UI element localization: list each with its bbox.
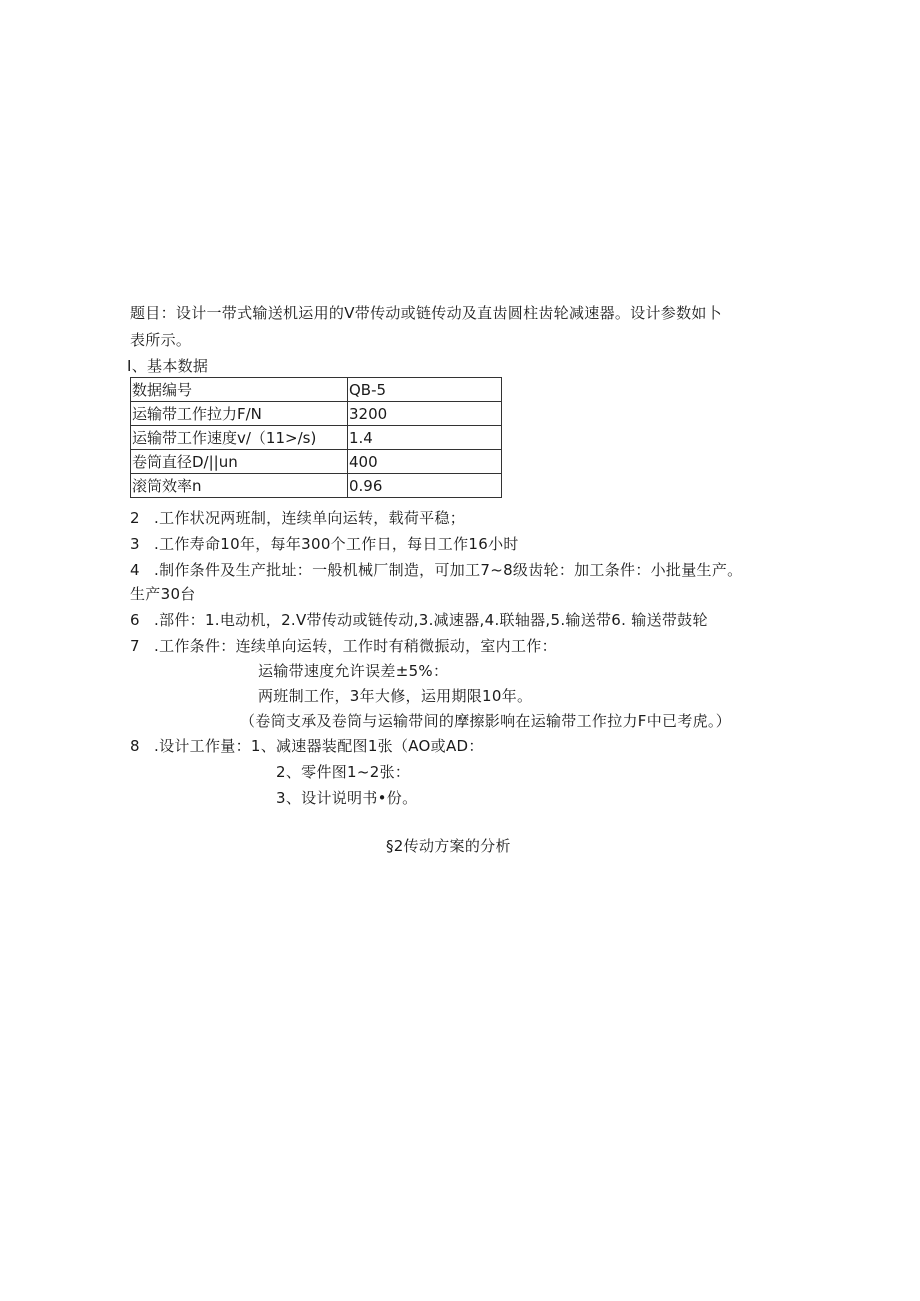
table-cell-value: QB-5 [348,378,502,402]
item-6-components [130,610,708,630]
item-number: 2 [130,509,140,527]
item-number: 8 [130,737,140,755]
item-number: 7 [130,637,140,655]
parameter-table [130,377,502,498]
item-text: .部件：1.电动机，2.V带传动或链传动,3.减速器,4.联轴器,5.输送带6. 输送带鼓轮 [154,611,708,629]
item-8-sub-part-drawings: 2、零件图1~2张： [276,763,411,781]
item-4-continuation: 生产30台 [130,585,196,603]
table-cell-value: 400 [348,450,502,474]
item-8-design-workload [130,736,484,756]
table-row [131,474,502,498]
item-8-sub-specification: 3、设计说明书•份。 [276,789,418,807]
table-row [131,426,502,450]
item-7-sub-speed-tolerance: 运输带速度允许误差±5%： [258,662,449,680]
item-4-manufacturing [130,560,742,580]
table-cell-value: 0.96 [348,474,502,498]
title-line-1: 题目：设计一带式输送机运用的V带传动或链传动及直齿圆柱齿轮减速器。设计参数如卜 [130,304,722,322]
table-cell-key: 数据编号 [131,378,348,402]
section-basic-data-heading: I、基本数据 [127,357,209,375]
item-text: .设计工作量：1、减速器装配图1张（AO或AD： [154,737,484,755]
title-line-2: 表所示。 [130,331,192,349]
table-cell-key: 滚筒效率n [131,474,348,498]
section-2-heading: §2传动方案的分析 [386,837,511,855]
item-number: 3 [130,535,140,553]
table-row [131,378,502,402]
item-text: .工作状况两班制，连续单向运转，载荷平稳； [154,509,466,527]
table-cell-key: 运输带工作拉力F/N [131,402,348,426]
item-text: .制作条件及生产批址：一般机械厂制造，可加工7~8级齿轮：加工条件：小批量生产。 [154,561,743,579]
item-number: 6 [130,611,140,629]
table-row [131,402,502,426]
item-2-working-condition [130,508,465,528]
item-text: .工作寿命10年，每年300个工作日，每日工作16小时 [154,535,519,553]
table-cell-value: 1.4 [348,426,502,450]
item-3-service-life [130,534,519,554]
item-number: 4 [130,561,140,579]
item-7-sub-overhaul: 两班制工作，3年大修，运用期限10年。 [258,687,533,705]
table-cell-value: 3200 [348,402,502,426]
item-7-sub-note: （卷筒支承及卷筒与运输带间的摩擦影响在运输带工作拉力F中已考虎。） [240,712,732,730]
table-cell-key: 运输带工作速度v/（11>/s) [131,426,348,450]
item-7-work-conditions [130,636,557,656]
item-text: .工作条件：连续单向运转，工作时有稍微振动，室内工作： [154,637,557,655]
table-row [131,450,502,474]
table-cell-key: 卷筒直径D/||un [131,450,348,474]
